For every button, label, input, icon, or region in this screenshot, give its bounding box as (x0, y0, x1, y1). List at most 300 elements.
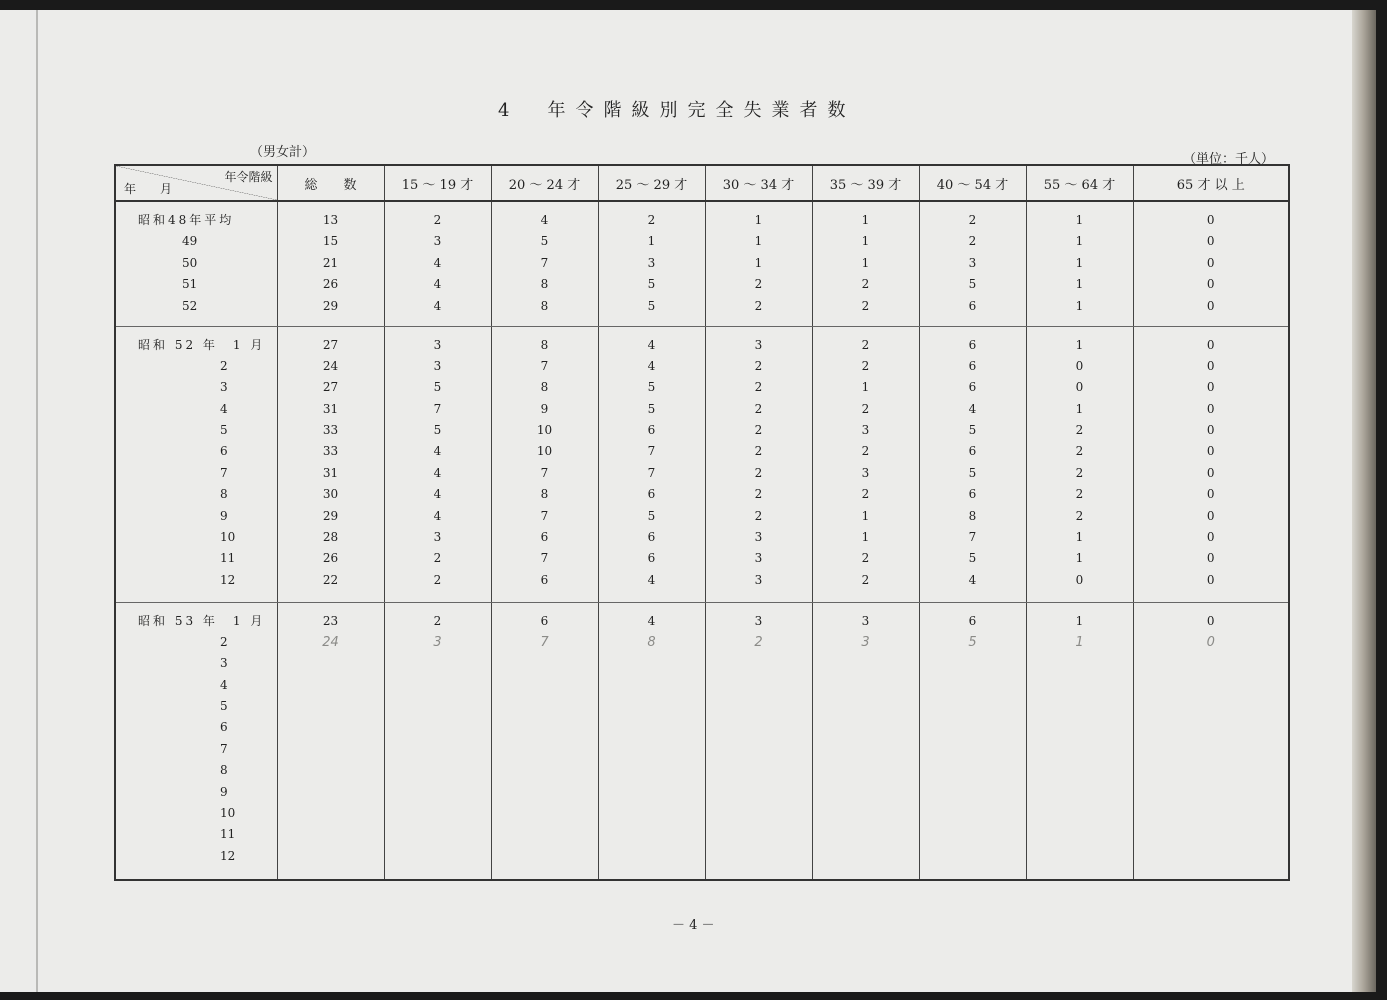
cell-value: 4 (433, 298, 442, 313)
cell-value (813, 675, 919, 696)
cell-value: 3 (754, 572, 763, 587)
cell-value: 4 (433, 255, 442, 270)
cell-value (1027, 696, 1133, 717)
cell-value (1027, 824, 1133, 845)
cell-value: 31 (322, 465, 339, 480)
cell-value: 4 (433, 487, 442, 502)
row-label: 昭和 53 年 1 月 (138, 613, 266, 628)
cell-value (706, 824, 812, 845)
cell-value (813, 803, 919, 824)
cell-value: 3 (433, 337, 442, 352)
cell-value: 2 (433, 551, 442, 566)
cell-value: 1 (1075, 401, 1084, 416)
cell-value: 2 (754, 487, 763, 502)
cell-value: 2 (754, 401, 763, 416)
cell-value: 0 (1075, 572, 1084, 587)
cell-value (813, 846, 919, 867)
cell-value (1027, 653, 1133, 674)
value-cell (277, 201, 384, 326)
cell-value (599, 675, 705, 696)
cell-value: 2 (861, 358, 870, 373)
cell-value: 4 (433, 444, 442, 459)
row-label: 7 (220, 741, 228, 756)
cell-value: 8 (540, 487, 549, 502)
cell-value: 2 (861, 572, 870, 587)
cell-value: 3 (861, 465, 870, 480)
cell-value: 29 (322, 508, 339, 523)
cell-value: 1 (861, 213, 870, 227)
page-title: 4 年令階級別完全失業者数 (498, 100, 856, 121)
corner-header (115, 165, 277, 201)
column-header: 25 ～ 29 才 (598, 165, 705, 201)
cell-value (278, 803, 384, 824)
cell-value: 2 (861, 487, 870, 502)
value-cell (1026, 602, 1133, 880)
cell-value: 0 (1206, 213, 1215, 227)
value-cell (919, 326, 1026, 602)
value-cell (919, 602, 1026, 880)
cell-value: 2 (433, 572, 442, 587)
cell-value: 8 (540, 277, 549, 292)
cell-value (706, 675, 812, 696)
value-cell (598, 326, 705, 602)
cell-value: 2 (754, 298, 763, 313)
cell-value: 2 (861, 337, 870, 352)
cell-value (492, 824, 598, 845)
cell-value (278, 739, 384, 760)
value-cell (491, 201, 598, 326)
column-header: 30 ～ 34 才 (705, 165, 812, 201)
cell-value (599, 653, 705, 674)
cell-value: 1 (1075, 551, 1084, 566)
scope-note: （男女計） (250, 145, 316, 160)
cell-value: 1 (1075, 613, 1084, 628)
cell-value (1134, 696, 1289, 717)
cell-value (599, 782, 705, 803)
row-label: 10 (220, 806, 236, 821)
cell-value: 1 (1075, 277, 1084, 292)
cell-value: 1 (1075, 337, 1084, 352)
value-cell (705, 201, 812, 326)
value-cell (1026, 326, 1133, 602)
cell-value: 2 (1075, 508, 1084, 523)
cell-value (385, 846, 491, 867)
cell-value: 4 (647, 572, 656, 587)
cell-value: 5 (647, 508, 656, 523)
column-header: 65 才 以 上 (1133, 165, 1289, 201)
column-header: 35 ～ 39 才 (812, 165, 919, 201)
cell-value: 5 (433, 380, 442, 395)
cell-value (599, 739, 705, 760)
cell-value (920, 803, 1026, 824)
row-label: 2 (220, 358, 228, 373)
page-number: － 4 － (672, 918, 715, 933)
cell-value: 3 (433, 234, 442, 249)
cell-value: 1 (1075, 234, 1084, 249)
value-cell (384, 326, 491, 602)
cell-value (920, 675, 1026, 696)
cell-value (492, 782, 598, 803)
cell-value: 0 (1206, 358, 1215, 373)
cell-value: 2 (754, 423, 763, 438)
cell-value (706, 653, 812, 674)
cell-value: 8 (540, 380, 549, 395)
year-month-label: 年 月 (124, 182, 179, 196)
value-cell (812, 602, 919, 880)
row-label: 10 (220, 530, 236, 545)
cell-value (813, 782, 919, 803)
cell-value: 0 (1206, 444, 1215, 459)
cell-value (920, 717, 1026, 738)
cell-value: 5 (968, 277, 977, 292)
cell-value: 4 (433, 277, 442, 292)
cell-value: 7 (433, 401, 442, 416)
cell-value: 1 (647, 234, 656, 249)
cell-value (813, 739, 919, 760)
value-cell (919, 201, 1026, 326)
column-header: 55 ～ 64 才 (1026, 165, 1133, 201)
cell-value: 2 (754, 508, 763, 523)
cell-value: 2 (861, 277, 870, 292)
cell-value: 6 (968, 337, 977, 352)
row-label: 5 (220, 423, 228, 438)
cell-value (813, 760, 919, 781)
cell-value: 3 (968, 255, 977, 270)
cell-value (278, 846, 384, 867)
cell-value: 7 (540, 508, 549, 523)
column-header: 20 ～ 24 才 (491, 165, 598, 201)
cell-value (492, 653, 598, 674)
cell-value: 7 (540, 634, 549, 650)
cell-value: 2 (754, 277, 763, 292)
cell-value: 0 (1075, 358, 1084, 373)
cell-value: 0 (1206, 298, 1215, 313)
cell-value (385, 675, 491, 696)
cell-value (278, 717, 384, 738)
cell-value: 10 (536, 423, 553, 438)
cell-value (920, 846, 1026, 867)
value-cell (812, 326, 919, 602)
cell-value: 2 (754, 358, 763, 373)
cell-value: 22 (322, 572, 339, 587)
cell-value (278, 675, 384, 696)
cell-value: 2 (754, 465, 763, 480)
cell-value (920, 739, 1026, 760)
cell-value (385, 696, 491, 717)
cell-value: 2 (754, 444, 763, 459)
cell-value: 0 (1206, 487, 1215, 502)
cell-value: 1 (1075, 255, 1084, 270)
cell-value: 6 (968, 358, 977, 373)
row-label: 12 (220, 848, 236, 863)
cell-value: 7 (540, 255, 549, 270)
period-label-cell (115, 602, 277, 880)
cell-value: 2 (861, 401, 870, 416)
period-label-cell (115, 326, 277, 602)
cell-value (1134, 846, 1289, 867)
cell-value (1027, 717, 1133, 738)
row-label: 9 (220, 508, 228, 523)
cell-value: 10 (536, 444, 553, 459)
cell-value: 15 (322, 234, 339, 249)
cell-value: 6 (540, 530, 549, 545)
cell-value (1134, 782, 1289, 803)
cell-value: 3 (433, 530, 442, 545)
cell-value: 7 (968, 530, 977, 545)
cell-value: 8 (647, 634, 656, 650)
cell-value: 33 (322, 444, 339, 459)
cell-value: 4 (540, 213, 549, 227)
cell-value: 0 (1206, 337, 1215, 352)
cell-value (813, 696, 919, 717)
cell-value: 4 (647, 358, 656, 373)
cell-value (599, 803, 705, 824)
cell-value (278, 653, 384, 674)
cell-value (1134, 717, 1289, 738)
value-cell (277, 602, 384, 880)
cell-value: 28 (322, 530, 339, 545)
cell-value: 27 (322, 337, 339, 352)
cell-value (278, 782, 384, 803)
cell-value: 3 (861, 613, 870, 628)
cell-value: 24 (322, 634, 339, 650)
header-row (115, 165, 1289, 201)
cell-value: 7 (647, 465, 656, 480)
cell-value: 4 (647, 613, 656, 628)
cell-value: 26 (322, 551, 339, 566)
cell-value: 2 (968, 234, 977, 249)
period-label-cell (115, 201, 277, 326)
cell-value: 23 (322, 613, 339, 628)
cell-value: 31 (322, 401, 339, 416)
cell-value (492, 675, 598, 696)
cell-value: 1 (861, 530, 870, 545)
row-label: 5 (220, 699, 228, 714)
cell-value: 1 (1075, 634, 1084, 650)
row-group (115, 326, 1289, 602)
row-label: 昭和 52 年 1 月 (138, 337, 266, 352)
cell-value (920, 653, 1026, 674)
cell-value: 2 (754, 634, 763, 650)
cell-value: 3 (433, 358, 442, 373)
cell-value: 0 (1206, 380, 1215, 395)
row-label: 4 (220, 401, 228, 416)
cell-value (1027, 846, 1133, 867)
cell-value: 0 (1075, 380, 1084, 395)
cell-value (813, 824, 919, 845)
cell-value (920, 824, 1026, 845)
cell-value: 4 (433, 508, 442, 523)
cell-value: 1 (861, 255, 870, 270)
page-edge (1352, 10, 1376, 992)
cell-value: 7 (540, 551, 549, 566)
cell-value (278, 760, 384, 781)
row-label: 2 (220, 634, 228, 649)
cell-value (492, 739, 598, 760)
row-label: 3 (220, 380, 228, 395)
cell-value: 4 (433, 465, 442, 480)
value-cell (491, 602, 598, 880)
cell-value: 3 (861, 634, 870, 650)
cell-value: 6 (647, 551, 656, 566)
cell-value (706, 846, 812, 867)
value-cell (384, 201, 491, 326)
cell-value: 1 (861, 380, 870, 395)
row-label: 6 (220, 720, 228, 735)
value-cell (1133, 326, 1289, 602)
cell-value (920, 760, 1026, 781)
cell-value: 3 (754, 530, 763, 545)
cell-value (706, 696, 812, 717)
cell-value: 1 (1075, 213, 1084, 227)
cell-value: 0 (1206, 423, 1215, 438)
cell-value: 26 (322, 277, 339, 292)
age-class-label: 年令階級 (224, 170, 273, 184)
column-header: 総 数 (277, 165, 384, 201)
cell-value (1134, 760, 1289, 781)
cell-value: 3 (861, 423, 870, 438)
cell-value: 5 (647, 277, 656, 292)
cell-value (385, 803, 491, 824)
cell-value (1027, 803, 1133, 824)
row-label: 8 (220, 763, 228, 778)
cell-value (599, 696, 705, 717)
gutter-line (36, 10, 38, 992)
value-cell (277, 326, 384, 602)
row-group (115, 602, 1289, 880)
cell-value (492, 717, 598, 738)
cell-value: 8 (540, 298, 549, 313)
cell-value: 7 (540, 465, 549, 480)
cell-value: 4 (968, 401, 977, 416)
cell-value: 2 (861, 298, 870, 313)
cell-value: 7 (647, 444, 656, 459)
cell-value: 30 (322, 487, 339, 502)
cell-value (385, 824, 491, 845)
cell-value (599, 717, 705, 738)
cell-value: 8 (968, 508, 977, 523)
cell-value (813, 653, 919, 674)
cell-value: 1 (861, 508, 870, 523)
cell-value: 1 (861, 234, 870, 249)
value-cell (384, 602, 491, 880)
cell-value: 1 (754, 213, 763, 227)
cell-value: 6 (647, 530, 656, 545)
cell-value: 0 (1206, 234, 1215, 249)
cell-value: 29 (322, 298, 339, 313)
row-label: 49 (182, 234, 198, 249)
row-label: 9 (220, 784, 228, 799)
cell-value (385, 782, 491, 803)
cell-value (1134, 824, 1289, 845)
row-label: 52 (182, 298, 198, 313)
cell-value: 8 (540, 337, 549, 352)
cell-value: 0 (1206, 401, 1215, 416)
row-label: 11 (220, 827, 236, 842)
row-label: 11 (220, 551, 236, 566)
cell-value (1027, 675, 1133, 696)
cell-value (492, 846, 598, 867)
cell-value (706, 717, 812, 738)
cell-value: 5 (968, 551, 977, 566)
cell-value (599, 846, 705, 867)
cell-value (1134, 675, 1289, 696)
cell-value: 1 (1075, 530, 1084, 545)
cell-value: 6 (647, 423, 656, 438)
cell-value (599, 824, 705, 845)
row-group (115, 201, 1289, 326)
cell-value: 0 (1206, 465, 1215, 480)
value-cell (1026, 201, 1133, 326)
cell-value: 2 (433, 213, 442, 227)
cell-value: 6 (968, 613, 977, 628)
cell-value (706, 760, 812, 781)
cell-value (1134, 653, 1289, 674)
cell-value (278, 824, 384, 845)
cell-value: 2 (1075, 465, 1084, 480)
row-label: 3 (220, 656, 228, 671)
cell-value: 9 (540, 401, 549, 416)
cell-value (706, 803, 812, 824)
cell-value (278, 696, 384, 717)
cell-value: 6 (540, 613, 549, 628)
row-label: 50 (182, 255, 198, 270)
cell-value (599, 760, 705, 781)
cell-value (492, 803, 598, 824)
value-cell (1133, 201, 1289, 326)
unit-note: （単位：千人） (1183, 152, 1275, 167)
cell-value (385, 653, 491, 674)
cell-value: 1 (1075, 298, 1084, 313)
cell-value: 5 (968, 423, 977, 438)
cell-value (385, 760, 491, 781)
row-label: 12 (220, 572, 236, 587)
value-cell (598, 602, 705, 880)
cell-value: 3 (754, 613, 763, 628)
value-cell (598, 201, 705, 326)
column-header: 40 ～ 54 才 (919, 165, 1026, 201)
cell-value: 2 (647, 213, 656, 227)
cell-value (706, 782, 812, 803)
row-label: 8 (220, 487, 228, 502)
cell-value: 0 (1206, 634, 1215, 650)
cell-value: 1 (754, 234, 763, 249)
cell-value (1027, 782, 1133, 803)
cell-value: 2 (433, 613, 442, 628)
row-label: 51 (182, 277, 198, 292)
cell-value: 2 (1075, 423, 1084, 438)
cell-value: 6 (968, 487, 977, 502)
cell-value: 5 (647, 401, 656, 416)
cell-value (385, 717, 491, 738)
cell-value (1027, 760, 1133, 781)
cell-value: 0 (1206, 277, 1215, 292)
value-cell (705, 326, 812, 602)
cell-value: 0 (1206, 551, 1215, 566)
cell-value: 7 (540, 358, 549, 373)
cell-value: 3 (433, 634, 442, 650)
cell-value: 2 (861, 551, 870, 566)
row-label: 7 (220, 465, 228, 480)
value-cell (1133, 602, 1289, 880)
cell-value: 6 (968, 380, 977, 395)
cell-value: 4 (968, 572, 977, 587)
cell-value (813, 717, 919, 738)
column-header: 15 ～ 19 才 (384, 165, 491, 201)
cell-value: 1 (754, 255, 763, 270)
cell-value (920, 782, 1026, 803)
row-label: 6 (220, 444, 228, 459)
